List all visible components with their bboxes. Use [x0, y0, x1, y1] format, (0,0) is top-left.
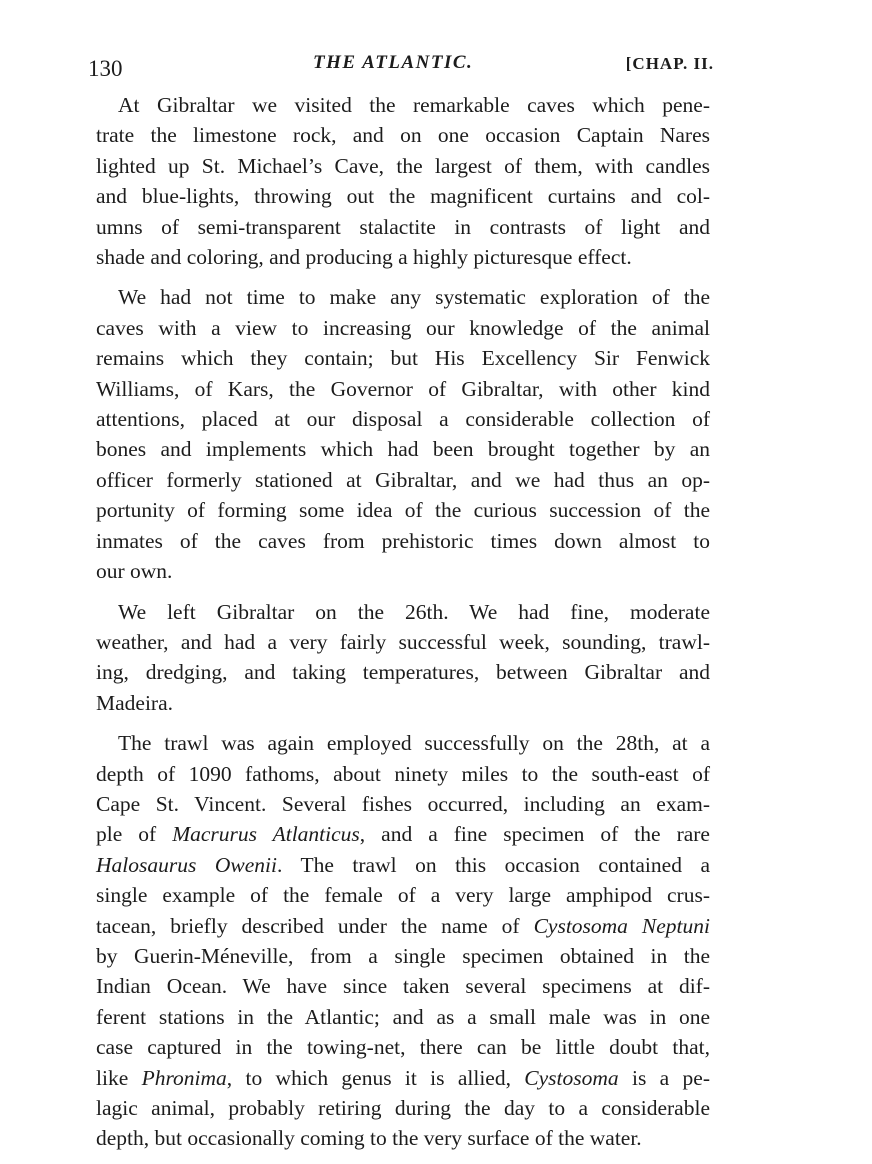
text-line: At Gibraltar we visited the remarkable caves which pene- [118, 93, 710, 117]
text-line: We left Gibraltar on the 26th. We had fine, moderate [118, 599, 710, 624]
page-number: 130 [88, 56, 123, 81]
running-head [88, 52, 714, 86]
text-line: ple of Macrurus Atlanticus, and a fine specimen of the rare [96, 822, 710, 847]
text-line: Indian Ocean. We have since taken several specimens at dif- [96, 974, 710, 999]
text-line: caves with a view to increasing our knowledge of the animal [96, 315, 710, 340]
text-line: Halosaurus Owenii. The trawl on this occasion contained a [96, 852, 710, 877]
text-line: shade and coloring, and producing a highly picturesque effect. [96, 245, 632, 270]
paragraph-trawl [96, 728, 710, 1154]
text-line: remains which they contain; but His Excellency Sir Fenwick [96, 346, 710, 371]
text-line: tacean, briefly described under the name of Cystosoma Neptuni [96, 913, 710, 938]
text-line: like Phronima, to which genus it is allied, Cystosoma is a pe- [96, 1065, 710, 1090]
text-line: single example of the female of a very large amphipod crus- [96, 883, 710, 908]
text-line: depth of 1090 fathoms, about ninety miles to the south-east of [96, 761, 710, 786]
text-line: inmates of the caves from prehistoric times down almost to [96, 528, 710, 553]
text-line: weather, and had a very fairly successful week, sounding, trawl- [96, 629, 710, 654]
text-line: ing, dredging, and taking temperatures, between Gibraltar and [96, 660, 710, 685]
paragraph-gibraltar-caves [96, 90, 710, 272]
chapter-reference: [CHAP. II. [625, 54, 714, 73]
text-line: by Guerin-Méneville, from a single specimen obtained in the [96, 943, 710, 968]
text-line: ferent stations in the Atlantic; and as a small male was in one [96, 1004, 710, 1029]
text-line: bones and implements which had been brought together by an [96, 437, 710, 462]
text-line: Cape St. Vincent. Several fishes occurred, including an exam- [96, 791, 710, 816]
text-line: trate the limestone rock, and on one occasion Captain Nares [96, 123, 710, 148]
text-line: lighted up St. Michael’s Cave, the largest of them, with candles [96, 153, 710, 178]
text-line: umns of semi-transparent stalactite in contrasts of light and [96, 214, 710, 239]
text-line: We had not time to make any systematic exploration of the [118, 285, 710, 310]
paragraph-cave-exploration [96, 282, 710, 586]
text-line: lagic animal, probably retiring during the day to a considerable [96, 1096, 710, 1120]
text-line: officer formerly stationed at Gibraltar, and we had thus an op- [96, 467, 710, 492]
text-line: Williams, of Kars, the Governor of Gibraltar, with other kind [96, 376, 710, 401]
running-title: THE ATLANTIC. [313, 52, 474, 73]
text-line: Madeira. [96, 690, 174, 715]
text-line: The trawl was again employed successfully on the 28th, at a [118, 731, 710, 756]
paragraph-left-gibraltar [96, 597, 710, 719]
text-line: depth, but occasionally coming to the very surface of the water. [96, 1126, 642, 1151]
text-line: attentions, placed at our disposal a considerable collection of [96, 407, 710, 432]
body-text [96, 90, 710, 1164]
text-line: our own. [96, 559, 173, 584]
text-line: portunity of forming some idea of the curious succession of the [96, 498, 710, 523]
text-line: case captured in the towing-net, there can be little doubt that, [96, 1035, 710, 1060]
text-line: and blue-lights, throwing out the magnificent curtains and col- [96, 184, 710, 209]
